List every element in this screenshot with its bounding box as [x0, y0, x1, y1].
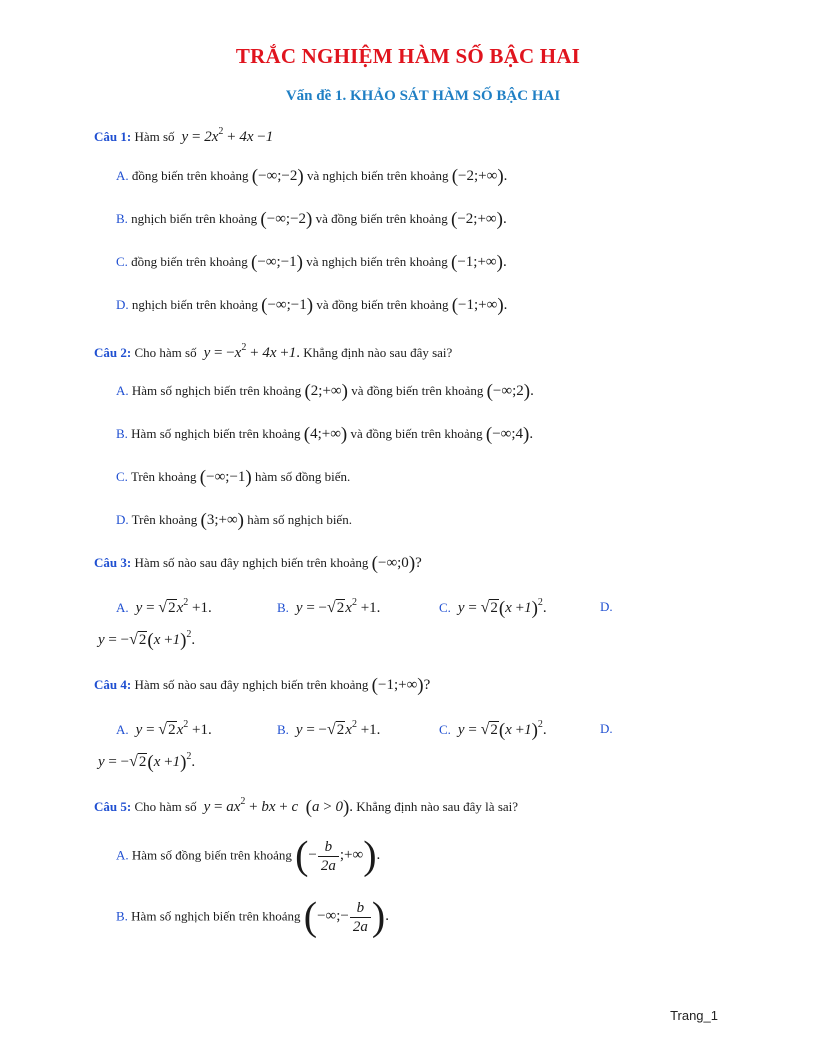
math-interval: (−∞;−2)	[251, 166, 304, 187]
option-text: Trên khoảng	[131, 512, 198, 527]
option-label: B.	[277, 600, 289, 615]
question-1	[94, 126, 273, 146]
question-label: Câu 1:	[94, 129, 132, 144]
option-text: và nghịch biến trên khoảng	[306, 254, 448, 269]
math-interval: (−∞;2).	[486, 381, 534, 402]
question-1-option-b	[116, 209, 507, 232]
question-4-option-b	[277, 719, 380, 739]
question-4-option-c	[439, 719, 547, 742]
math-interval: (4;+∞)	[303, 424, 348, 445]
math-expression: $y = √2(x +1)^2$.	[454, 719, 547, 741]
math-expression: $y = -√2(x +1)^2$.	[98, 751, 196, 773]
math-interval: (2;+∞)	[304, 381, 348, 402]
question-label: Câu 4:	[94, 677, 132, 692]
option-label: B.	[277, 722, 289, 737]
question-4-option-d	[600, 721, 613, 737]
option-text: Trên khoảng	[130, 469, 197, 484]
question-2-option-d	[116, 510, 352, 533]
question-text: Hàm số nào sau đây nghịch biến trên khoảng	[134, 555, 369, 570]
math-expression: $y = -√2x^2 +1$.	[292, 719, 381, 738]
math-expression: $y = 2x^2 + 4x -1$	[177, 126, 274, 145]
question-4-option-d-expression	[98, 751, 195, 774]
page-number: Trang_1	[670, 1008, 718, 1023]
option-text: và nghịch biến trên khoảng	[306, 168, 449, 183]
math-interval: (−∞;0)?	[371, 553, 422, 574]
option-label: B.	[116, 908, 128, 924]
option-label: D.	[600, 599, 613, 614]
option-label: C.	[116, 469, 128, 484]
question-5-option-b	[116, 893, 389, 941]
math-interval: (−2;+∞).	[451, 209, 507, 230]
option-label: B.	[116, 426, 128, 441]
question-text: Cho hàm số	[134, 799, 197, 814]
question-label: Câu 2:	[94, 345, 132, 360]
question-label: Câu 3:	[94, 555, 132, 570]
option-label: C.	[116, 254, 128, 269]
question-text: Hàm số nào sau đây nghịch biến trên khoảng	[134, 677, 369, 692]
option-text: hàm số nghịch biến.	[247, 512, 352, 527]
math-expression: $y = ax^2$ + bx + c (a > 0).	[199, 796, 354, 818]
question-2	[94, 342, 452, 362]
option-text: Hàm số đồng biến trên khoảng	[131, 847, 292, 863]
option-label: A.	[116, 722, 129, 737]
math-expression: $y = -√2x^2 +1$.	[292, 597, 381, 616]
option-text: nghịch biến trên khoảng	[131, 211, 258, 226]
option-label: D.	[600, 721, 613, 736]
question-label: Câu 5:	[94, 799, 132, 814]
question-1-option-d	[116, 295, 507, 318]
math-interval: (−2;+∞).	[451, 166, 508, 187]
question-3-option-c	[439, 597, 547, 620]
option-text: đồng biến trên khoảng	[131, 168, 249, 183]
question-3	[94, 553, 422, 576]
question-3-option-a	[116, 597, 212, 617]
math-interval: (−∞;−2)	[260, 209, 313, 230]
math-interval: (−1;+∞)?	[371, 675, 431, 696]
question-3-option-d-expression	[98, 629, 195, 652]
option-label: B.	[116, 211, 128, 226]
option-text: đồng biến trên khoảng	[131, 254, 248, 269]
question-text: Khẳng định nào sau đây là sai?	[356, 799, 519, 814]
option-text: và đồng biến trên khoảng	[350, 426, 483, 441]
option-text: và đồng biến trên khoảng	[315, 211, 448, 226]
option-text: nghịch biến trên khoảng	[131, 297, 258, 312]
question-1-option-c	[116, 252, 507, 275]
option-label: D.	[116, 512, 129, 527]
math-interval: (−∞;− $\frac{b}{2a}$ ).	[303, 894, 389, 939]
question-text: Khẳng định nào sau đây sai?	[303, 345, 453, 360]
math-expression: $y = -√2(x +1)^2$.	[98, 629, 196, 651]
math-interval: (− $\frac{b}{2a}$ ;+∞).	[295, 833, 381, 878]
math-interval: (−∞;−1)	[199, 467, 252, 488]
question-2-option-b	[116, 424, 533, 447]
option-label: C.	[439, 722, 451, 737]
question-2-option-c	[116, 467, 350, 490]
math-interval: (−1;+∞).	[451, 252, 507, 273]
question-5	[94, 796, 518, 820]
math-interval: (−∞;−1)	[251, 252, 303, 273]
option-label: A.	[116, 847, 129, 863]
option-text: và đồng biến trên khoảng	[316, 297, 449, 312]
option-label: C.	[439, 600, 451, 615]
question-1-option-a	[116, 166, 507, 189]
option-text: và đồng biến trên khoảng	[351, 383, 484, 398]
question-text: Hàm số	[134, 129, 175, 144]
math-interval: (−∞;−1)	[261, 295, 314, 316]
question-5-option-a	[116, 832, 380, 880]
question-4	[94, 675, 430, 698]
document-title: TRẮC NGHIỆM HÀM SỐ BẬC HAI	[235, 44, 581, 68]
option-text: Hàm số nghịch biến trên khoảng	[131, 383, 302, 398]
option-text: Hàm số nghịch biến trên khoảng	[131, 426, 301, 441]
section-subtitle: Vấn đề 1. KHẢO SÁT HÀM SỐ BẬC HAI	[285, 88, 561, 104]
option-label: D.	[116, 297, 129, 312]
question-3-option-d	[600, 599, 613, 615]
option-text: Hàm số nghịch biến trên khoảng	[131, 908, 301, 924]
question-2-option-a	[116, 381, 534, 404]
option-label: A.	[116, 168, 129, 183]
option-label: A.	[116, 600, 129, 615]
math-interval: (−∞;4).	[485, 424, 534, 445]
option-text: hàm số đồng biến.	[254, 469, 351, 484]
math-expression: $y = √2(x +1)^2$.	[454, 597, 547, 619]
question-3-option-b	[277, 597, 380, 617]
question-text: Cho hàm số	[134, 345, 197, 360]
option-label: A.	[116, 383, 129, 398]
math-expression: $y = √2x^2 +1$.	[131, 719, 212, 738]
question-4-option-a	[116, 719, 212, 739]
math-interval: (−1;+∞).	[451, 295, 508, 316]
math-interval: (3;+∞)	[200, 510, 244, 531]
math-expression: $y = -x^2 + 4x +1$.	[199, 342, 300, 361]
math-expression: $y = √2x^2 +1$.	[131, 597, 212, 616]
